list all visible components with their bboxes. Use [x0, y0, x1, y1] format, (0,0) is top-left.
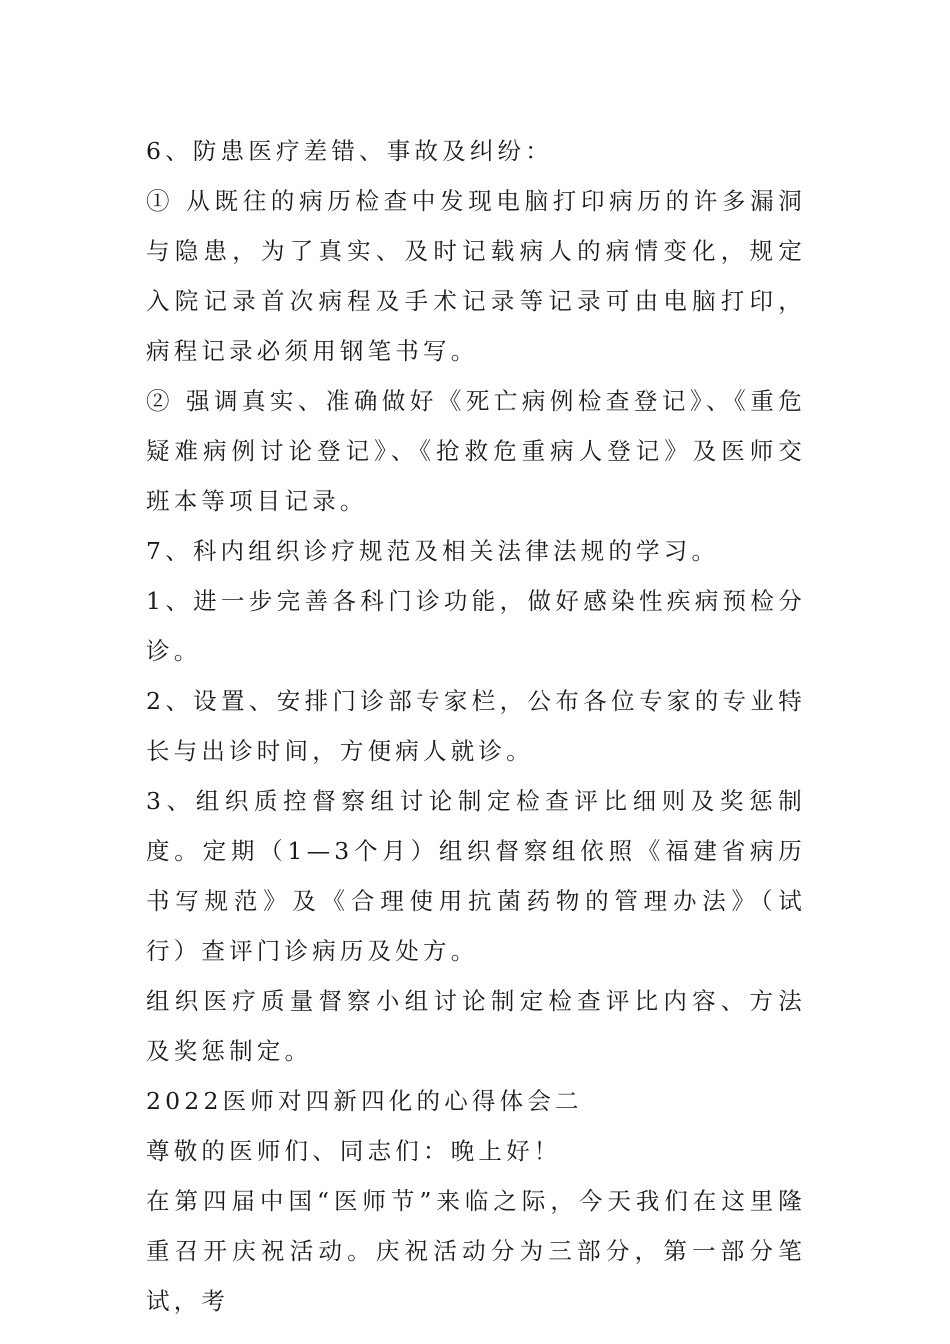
paragraph-outpatient-3: 3、组织质控督察组讨论制定检查评比细则及奖惩制度。定期（1—3个月）组织督察组依照《福建省病历书写规范》及《合理使用抗菌药物的管理办法》（试行）查评门诊病历及处方。 — [146, 787, 806, 965]
paragraph-item-7: 7、科内组织诊疗规范及相关法律法规的学习。 — [146, 537, 720, 565]
section-title: 2022医师对四新四化的心得体会二 — [146, 1087, 583, 1115]
paragraph-registration-records: ② 强调真实、准确做好《死亡病例检查登记》、《重危疑难病例讨论登记》、《抢救危重病人登记》及医师交班本等项目记录。 — [146, 387, 806, 515]
paragraph-outpatient-1: 1、进一步完善各科门诊功能，做好感染性疾病预检分诊。 — [146, 587, 806, 665]
document-body — [146, 126, 806, 1326]
paragraph-outpatient-2: 2、设置、安排门诊部专家栏，公布各位专家的专业特长与出诊时间，方便病人就诊。 — [146, 687, 806, 765]
paragraph-item-6-heading: 6、防患医疗差错、事故及纠纷： — [146, 137, 553, 165]
paragraph-quality-group: 组织医疗质量督察小组讨论制定检查评比内容、方法及奖惩制定。 — [146, 987, 806, 1065]
paragraph-doctors-day: 在第四届中国“医师节”来临之际，今天我们在这里隆重召开庆祝活动。庆祝活动分为三部分，第一部分笔试，考 — [146, 1187, 806, 1315]
paragraph-electronic-records: ① 从既往的病历检查中发现电脑打印病历的许多漏洞与隐患，为了真实、及时记载病人的病情变化，规定入院记录首次病程及手术记录等记录可由电脑打印，病程记录必须用钢笔书写。 — [146, 187, 806, 365]
greeting: 尊敬的医师们、同志们：晚上好！ — [146, 1137, 562, 1165]
